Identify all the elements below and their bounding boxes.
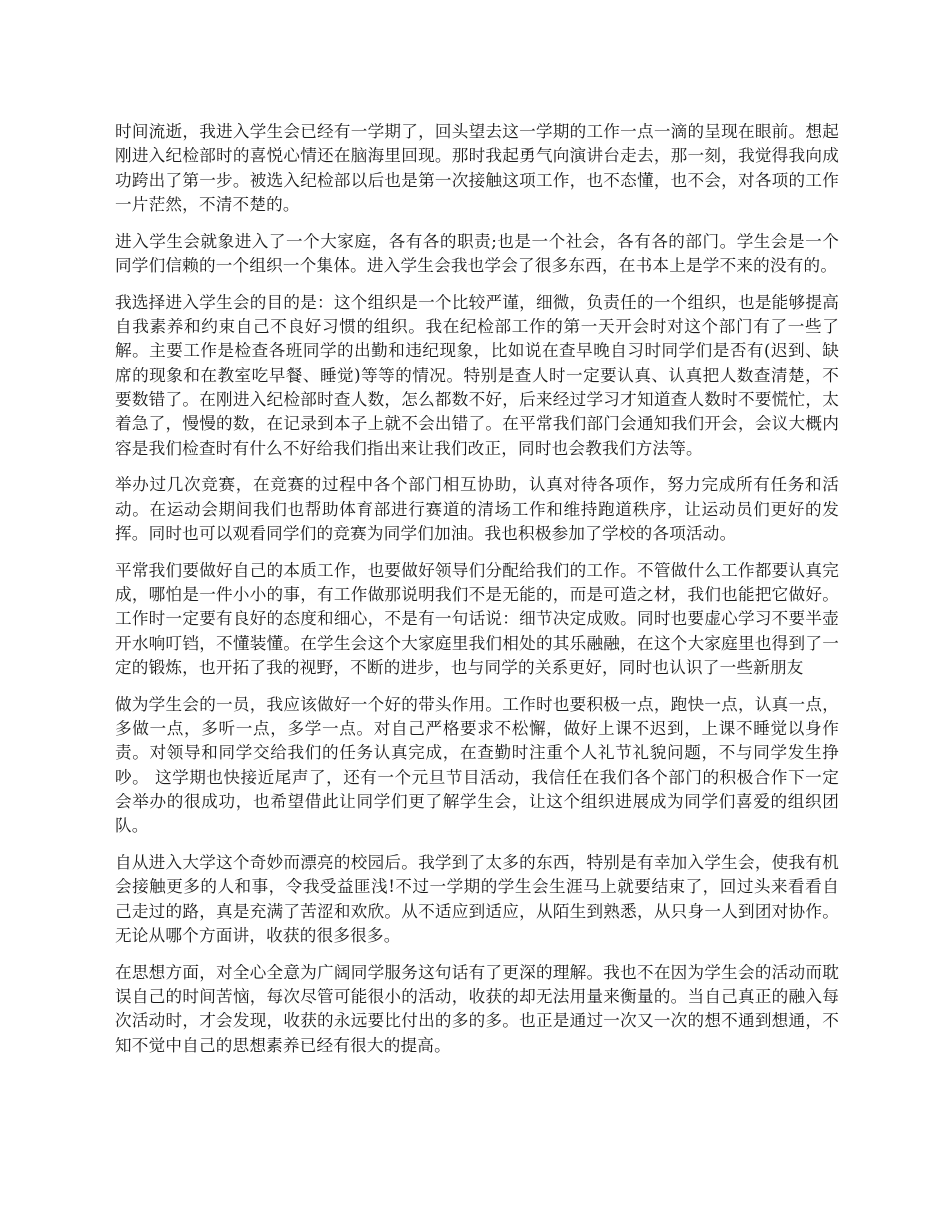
paragraph: 在思想方面，对全心全意为广阔同学服务这句话有了更深的理解。我也不在因为学生会的活动而耽误自己的时间苦恼，每次尽管可能很小的活动，收获的却无法用量来衡量的。当自己真正的融入每次活动时，才会发现，收获的永远要比付出的多的多。也正是通过一次又一次的想不通到想通，不知不觉中自己的思想素养已经有很大的提高。	[115, 962, 839, 1055]
paragraph: 举办过几次竞赛，在竞赛的过程中各个部门相互协助，认真对待各项作，努力完成所有任务和活动。在运动会期间我们也帮助体育部进行赛道的清场工作和维持跑道秩序，让运动员们更好的发挥。同时也可以观看同学们的竞赛为同学们加油。我也积极参加了学校的各项活动。	[115, 475, 839, 543]
paragraph: 进入学生会就象进入了一个大家庭，各有各的职责;也是一个社会，各有各的部门。学生会是一个同学们信赖的一个组织一个集体。进入学生会我也学会了很多东西，在书本上是学不来的没有的。	[115, 231, 839, 275]
paragraph: 自从进入大学这个奇妙而漂亮的校园后。我学到了太多的东西，特别是有幸加入学生会，使我有机会接触更多的人和事，令我受益匪浅!不过一学期的学生会生涯马上就要结束了，回过头来看看自己走过的路，真是充满了苦涩和欢欣。从不适应到适应，从陌生到熟悉，从只身一人到团对协作。无论从哪个方面讲，收获的很多很多。	[115, 853, 839, 945]
paragraph: 我选择进入学生会的目的是：这个组织是一个比较严谨，细微，负责任的一个组织，也是能够提高自我素养和约束自己不良好习惯的组织。我在纪检部工作的第一天开会时对这个部门有了一些了解。主要工作是检查各班同学的出勤和违纪现象，比如说在查早晚自习时同学们是否有(迟到、缺席的现象和在教室吃早餐、睡觉)等等的情况。特别是查人时一定要认真、认真把人数查清楚，不要数错了。在刚进入纪检部时查人数，怎么都数不好，后来经过学习才知道查人数时不要慌忙，太着急了，慢慢的数，在记录到本子上就不会出错了。在平常我们部门会通知我们开会，会议大概内容是我们检查时有什么不好给我们指出来让我们改正，同时也会教我们方法等。	[115, 292, 839, 458]
paragraph: 时间流逝，我进入学生会已经有一学期了，回头望去这一学期的工作一点一滴的呈现在眼前。想起刚进入纪检部时的喜悦心情还在脑海里回现。那时我起勇气向演讲台走去，那一刻，我觉得我向成功跨出了第一步。被选入纪检部以后也是第一次接触这项工作，也不态懂，也不会，对各项的工作一片茫然，不清不楚的。	[115, 122, 839, 214]
document-body	[115, 120, 839, 1070]
paragraph: 做为学生会的一员，我应该做好一个好的带头作用。工作时也要积极一点，跑快一点，认真一点，多做一点，多听一点，多学一点。对自己严格要求不松懈，做好上课不迟到，上课不睡觉以身作责。对领导和同学交给我们的任务认真完成，在查勤时注重个人礼节礼貌问题，不与同学发生挣吵。 这学期也快接近尾声了，还有一个元旦节目活动，我信任在我们各个部门的积极合作下一定会举办的很成功，也希望借此让同学们更了解学生会，让这个组织进展成为同学们喜爱的组织团队。	[115, 694, 839, 836]
paragraph: 平常我们要做好自己的本质工作，也要做好领导们分配给我们的工作。不管做什么工作都要认真完成，哪怕是一件小小的事，有工作做那说明我们不是无能的，而是可造之材，我们也能把它做好。工作时一定要有良好的态度和细心，不是有一句话说：细节决定成败。同时也要虚心学习不要半壶开水响叮铛，不懂装懂。在学生会这个大家庭里我们相处的其乐融融，在这个大家庭里也得到了一定的锻炼，也开拓了我的视野，不断的进步，也与同学的关系更好，同时也认识了一些新朋友	[115, 560, 839, 677]
